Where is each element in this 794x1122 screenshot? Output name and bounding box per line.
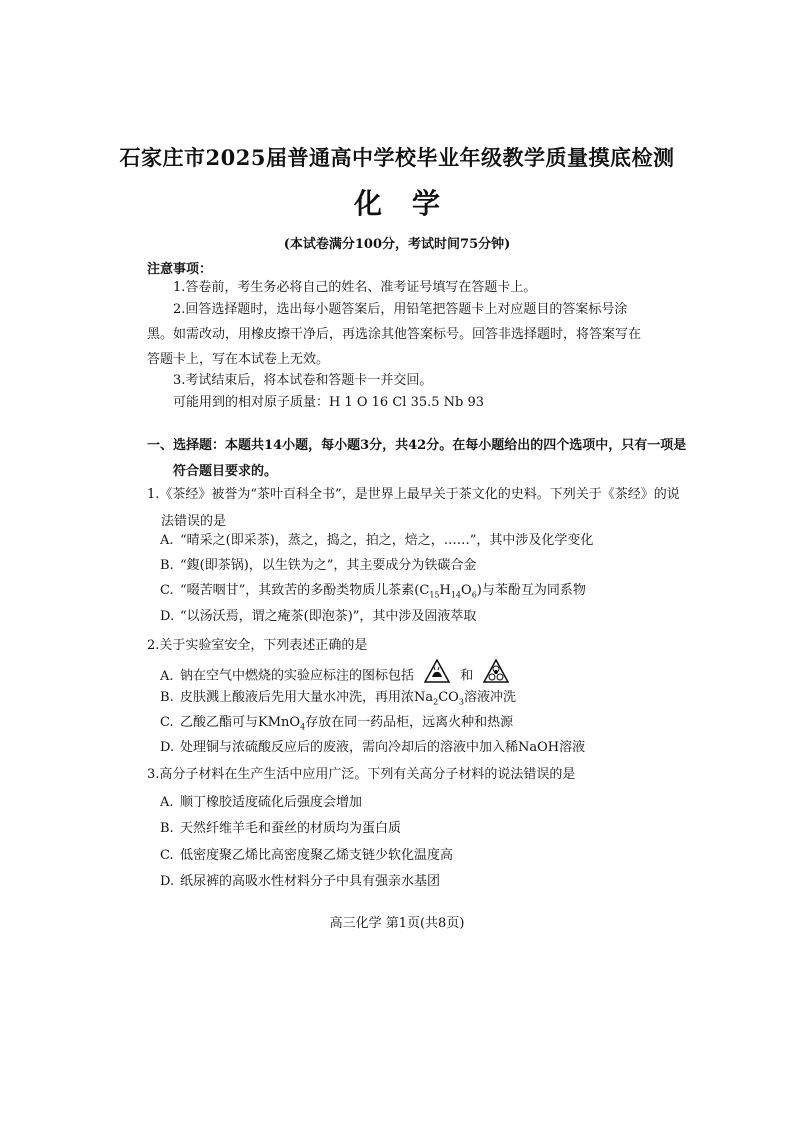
subscript: 3 xyxy=(458,697,464,707)
question-3-stem: 3.高分子材料在生产生活中应用广泛。下列有关高分子材料的说法错误的是 xyxy=(147,767,576,782)
question-1-option-d xyxy=(160,606,660,628)
option-text: 钠在空气中燃烧的实验应标注的图标包括 xyxy=(180,668,415,684)
option-text: “啜苦咽甘”，其致苦的多酚类物质儿茶素(C xyxy=(180,583,430,598)
question-1-option-c xyxy=(160,580,660,607)
atomic-mass-line: 可能用到的相对原子质量：H 1 O 16 Cl 35.5 Nb 93 xyxy=(173,395,485,410)
question-3-option-d xyxy=(160,871,660,893)
option-label: C. xyxy=(160,715,174,730)
option-text: O xyxy=(461,583,472,598)
option-label: A. xyxy=(160,533,174,548)
exam-info: (本试卷满分100分，考试时间75分钟) xyxy=(283,237,511,252)
option-label: B. xyxy=(160,690,174,705)
option-text: 存放在同一药品柜，远离火种和热源 xyxy=(305,715,514,730)
question-2-stem: 2.关于实验室安全，下列表述正确的是 xyxy=(147,638,368,653)
subscript: 2 xyxy=(433,697,439,707)
option-text: 低密度聚乙烯比高密度聚乙烯支链少软化温度高 xyxy=(180,848,454,863)
option-text: 和 xyxy=(460,668,474,684)
notice-item-1: 1.答卷前，考生务必将自己的姓名、准考证号填写在答题卡上。 xyxy=(173,280,537,295)
section-heading: 一、选择题：本题共14小题，每小题3分，共42分。在每小题给出的四个选项中，只有一项是符合题目要求的。 xyxy=(147,438,687,479)
option-text: )与苯酚互为同系物 xyxy=(476,583,586,598)
option-text: 溶液冲洗 xyxy=(463,690,516,705)
option-text: 纸尿裤的高吸水性材料分子中具有强亲水基团 xyxy=(180,874,441,889)
option-text: 顺丁橡胶适度硫化后强度会增加 xyxy=(180,795,363,810)
option-label: D. xyxy=(160,740,175,755)
option-label: B. xyxy=(160,821,174,836)
question-3-option-a xyxy=(160,792,660,814)
question-1-stem: 1.《茶经》被誉为“茶叶百科全书”，是世界上最早关于茶文化的史料。下列关于《茶经》的说法错误的是 xyxy=(147,487,680,529)
question-1-option-b xyxy=(160,555,660,577)
option-text: CO xyxy=(438,690,459,705)
option-label: A. xyxy=(160,668,174,684)
question-3-option-c xyxy=(160,845,660,867)
subject-title: 化学 xyxy=(353,187,470,220)
notice-item-3: 3.考试结束后，将本试卷和答题卡一并交回。 xyxy=(173,373,433,388)
subscript: 6 xyxy=(471,590,477,600)
option-text: 天然纤维羊毛和蚕丝的材质均为蛋白质 xyxy=(180,821,402,836)
option-text: H xyxy=(439,583,451,598)
question-3-option-b xyxy=(160,818,660,840)
page-footer: 高三化学 第1页(共8页) xyxy=(329,916,465,931)
notice-item-2: 2.回答选择题时，选出每小题答案后，用铅笔把答题卡上对应题目的答案标号涂黑。如需改动，用橡皮擦干净后，再选涂其他答案标号。回答非选择题时，将答案写在答题卡上，写在本试卷上无效。 xyxy=(147,302,642,367)
option-label: A. xyxy=(160,795,174,810)
option-text: 乙酸乙酯可与KMnO xyxy=(180,715,301,730)
notice-heading: 注意事项： xyxy=(147,262,213,277)
option-text: “以汤沃焉，谓之痷茶(即泡茶)”，其中涉及固液萃取 xyxy=(180,609,477,624)
option-text: “鍑(即茶锅)，以生铁为之”，其主要成分为铁碳合金 xyxy=(180,558,477,573)
question-2-option-c xyxy=(160,712,660,739)
option-label: D. xyxy=(160,874,175,889)
option-label: C. xyxy=(160,583,174,598)
question-1-option-a xyxy=(160,530,660,552)
question-2-option-b xyxy=(160,687,660,714)
option-label: C. xyxy=(160,848,174,863)
subscript: 15 xyxy=(429,590,440,600)
subscript: 14 xyxy=(450,590,462,600)
exam-title: 石家庄市2025届普通高中学校毕业年级教学质量摸底检测 xyxy=(119,145,675,170)
option-text: 处理铜与浓硫酸反应后的废液，需向冷却后的溶液中加入稀NaOH溶液 xyxy=(180,740,586,755)
option-text: “晴采之(即采茶)，蒸之，捣之，拍之，焙之，……”，其中涉及化学变化 xyxy=(180,533,594,548)
question-2-option-d xyxy=(160,737,660,759)
option-label: D. xyxy=(160,609,175,624)
option-label: B. xyxy=(160,558,174,573)
subscript: 4 xyxy=(300,722,306,732)
option-text: 皮肤溅上酸液后先用大量水冲洗，再用浓Na xyxy=(180,690,434,705)
